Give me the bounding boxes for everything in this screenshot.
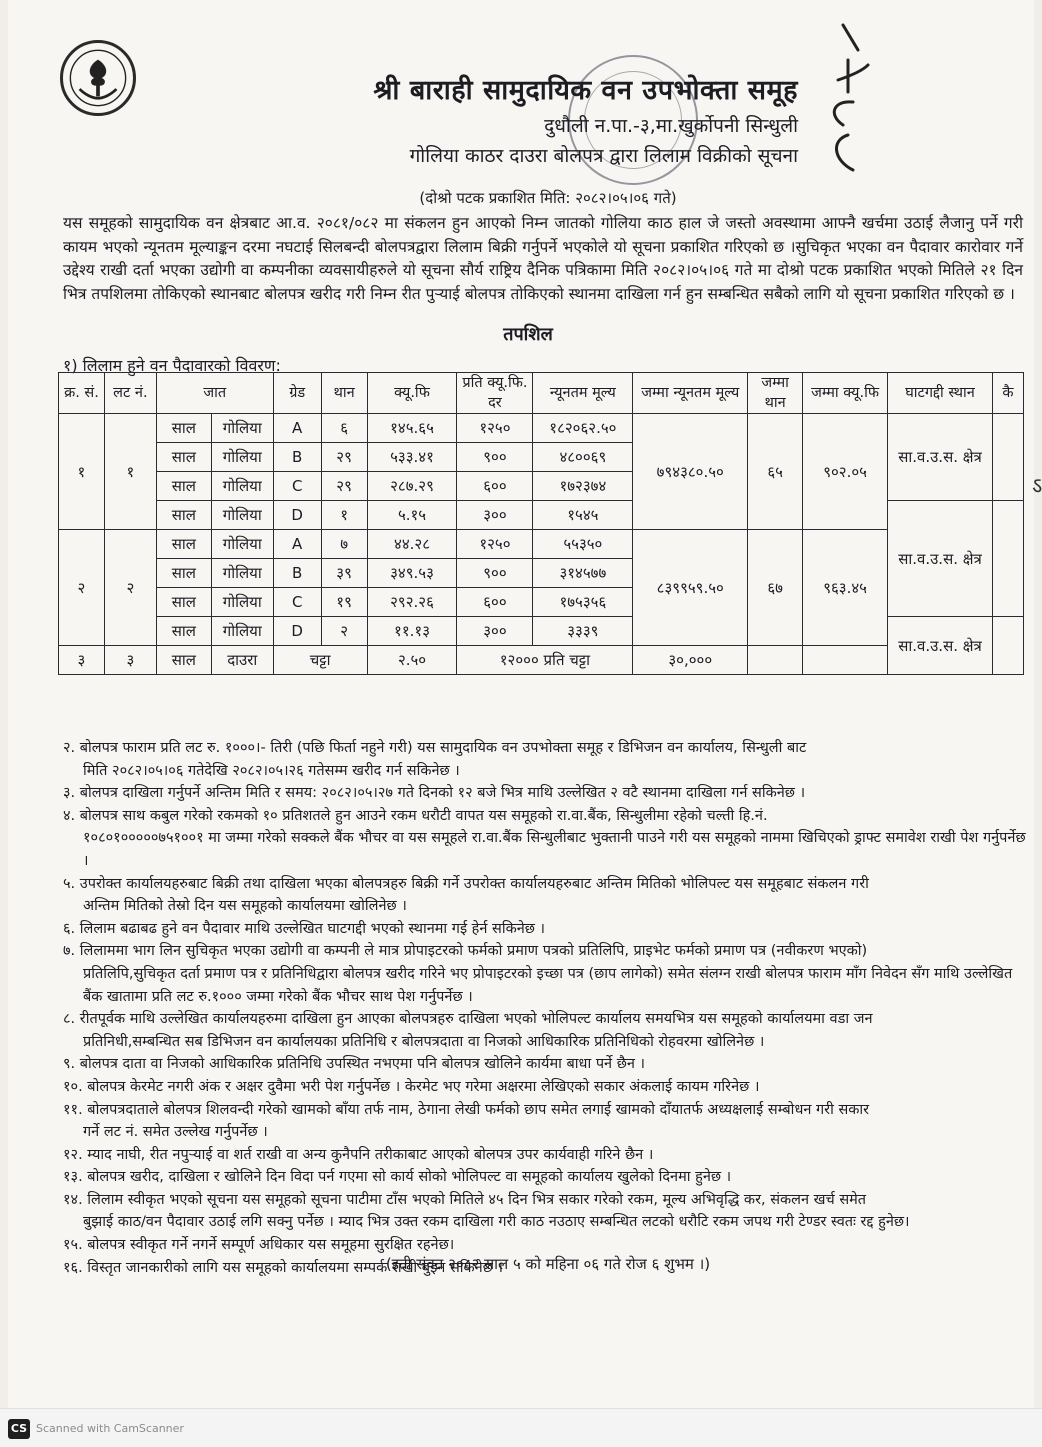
cell-species: साल: [156, 617, 211, 646]
cell-min: १७५३५६: [533, 588, 633, 617]
cell-min: ४८००६९: [533, 443, 633, 472]
cell-pieces: ३९: [321, 559, 367, 588]
cell-lot: २: [104, 530, 156, 646]
list-item: ९. बोलपत्र दाता वा निजको आधिकारिक प्रतिनिधि उपस्थित नभएमा पनि बोलपत्र खोलिने कार्यमा बाधा पर्ने छैन ।: [63, 1056, 646, 1073]
cell-species: साल: [156, 646, 211, 675]
col-total-cft: जम्मा क्यू.फि: [803, 373, 888, 414]
terms-list: [63, 737, 1028, 1279]
cell-type: गोलिया: [211, 559, 273, 588]
cell-type: गोलिया: [211, 472, 273, 501]
page-title: श्री बाराही सामुदायिक वन उपभोक्ता समूह: [373, 75, 798, 106]
cell-type: गोलिया: [211, 443, 273, 472]
cell-depot: सा.व.उ.स. क्षेत्र: [888, 617, 993, 675]
list-item-continuation: बुझाई काठ/वन पैदावार उठाई लगि सक्नु पर्नेछ । म्याद भित्र उक्त रकम दाखिला गरी काठ नउठाए सम्बन्धित लटको धरौटि रकम जपथ गरी टेण्डर स्वतः रद्द हुनेछ।: [83, 1214, 910, 1231]
cell-grade: A: [273, 414, 321, 443]
cell-total-pieces: ६७: [748, 530, 803, 646]
list-item: ८. रीतपूर्वक माथि उल्लेखित कार्यालयहरुमा दाखिला हुन आएका बोलपत्रहरु दाखिला भएको भोलिपल्ट कार्यालय समयभित्र यस समूहको कार्यालयमा वडा जन: [63, 1011, 873, 1028]
cell-grade: D: [273, 501, 321, 530]
list-item-continuation: गर्ने लट नं. समेत उल्लेख गर्नुपर्नेछ ।: [83, 1124, 268, 1141]
cell-sn: २: [59, 530, 105, 646]
cell-depot: सा.व.उ.स. क्षेत्र: [888, 501, 993, 617]
cell-species: साल: [156, 559, 211, 588]
cell-grade: B: [273, 559, 321, 588]
cell-cft: ४४.२८: [367, 530, 457, 559]
cell-depot: सा.व.उ.स. क्षेत्र: [888, 414, 993, 501]
cell-grade: D: [273, 617, 321, 646]
list-item: ४. बोलपत्र साथ कबुल गरेको रकमको १० प्रतिशतले हुन आउने रकम धरौटी वापत यस समूहको रा.वा.बैंक, सिन्धुलीमा रहेको चल्ती हि.नं.: [63, 807, 768, 824]
cell-total-min: ८३९९५९.५०: [633, 530, 748, 646]
cell-cft: २८७.२९: [367, 472, 457, 501]
cell-min: ३३३९: [533, 617, 633, 646]
address-line: दुधौली न.पा.-३,मा.खुर्कोपनी सिन्धुली: [544, 115, 798, 137]
cell-min: ५५३५०: [533, 530, 633, 559]
cell-lot: १: [104, 414, 156, 530]
col-sn: क्र. सं.: [59, 373, 105, 414]
cell-unit: चट्टा: [273, 646, 367, 675]
details-heading: तपशिल: [503, 324, 553, 345]
cell-type: गोलिया: [211, 617, 273, 646]
col-species: जात: [156, 373, 273, 414]
col-grade: ग्रेड: [273, 373, 321, 414]
cell-species: साल: [156, 530, 211, 559]
list-item-continuation: प्रतिनिधी,सम्बन्धित सब डिभिजन वन कार्यालयका प्रतिनिधि र बोलपत्रदाता वा निजको आधिकारिक प्रतिनिधिको रोहवरमा खोलिनेछ ।: [83, 1033, 765, 1050]
cell-rate: ६००: [457, 472, 533, 501]
cell-grade: C: [273, 472, 321, 501]
cell-cft: ५.१५: [367, 501, 457, 530]
scanner-watermark-text: Scanned with CamScanner: [36, 1422, 184, 1435]
list-item: १४. लिलाम स्वीकृत भएको सूचना यस समूहको सूचना पाटीमा टाँस भएको मितिले ४५ दिन भित्र सकार गरेको रकम, मूल्य अभिवृद्धि कर, संकलन खर्च समेत: [63, 1191, 867, 1208]
closing-line: (इती संवत २०८२ साल ५ को महिना ०६ गते रोज ६ शुभम ।): [385, 1255, 711, 1273]
table-row: [59, 414, 1024, 443]
handwritten-signature-icon: [813, 20, 883, 180]
cell-min: १५४५: [533, 501, 633, 530]
notice-subject: गोलिया काठर दाउरा बोलपत्र द्वारा लिलाम विक्रीको सूचना: [409, 145, 798, 167]
cell-type: गोलिया: [211, 588, 273, 617]
cell-total-min: ३०,०००: [633, 646, 748, 675]
col-remarks: कै: [992, 373, 1023, 414]
cell-min: ३१४५७७: [533, 559, 633, 588]
list-item: १३. बोलपत्र खरीद, दाखिला र खोलिने दिन विदा पर्न गएमा सो कार्य सोको भोलिपल्ट वा समूहको कार्यालय खुलेको दिनमा हुनेछ ।: [63, 1169, 732, 1186]
cell-total-pieces: ६५: [748, 414, 803, 530]
col-min-price: न्यूनतम मूल्य: [533, 373, 633, 414]
cell-cft: १४५.६५: [367, 414, 457, 443]
table-row: [59, 646, 1024, 675]
cell-rate: १२००० प्रति चट्टा: [457, 646, 633, 675]
col-depot: घाटगद्दी स्थान: [888, 373, 993, 414]
list-item: ७. लिलाममा भाग लिन सुचिकृत भएका उद्योगी वा कम्पनी ले मात्र प्रोपाइटरको फर्मको प्रमाण पत्रको प्रतिलिपि, प्राइभेट फर्मको प्रमाण पत्र (नवीकरण भएको): [63, 943, 868, 960]
col-total-pieces: जम्मा थान: [748, 373, 803, 414]
cell-grade: C: [273, 588, 321, 617]
cell-pieces: १: [321, 501, 367, 530]
list-item: २. बोलपत्र फाराम प्रति लट रु. १०००।- तिरी (पछि फिर्ता नहुने गरी) यस सामुदायिक वन उपभोक्ता समूह र डिभिजन वन कार्यालय, सिन्धुली बाट: [63, 740, 807, 756]
col-total-min: जम्मा न्यूनतम मूल्य: [633, 373, 748, 414]
col-cft: क्यू.फि: [367, 373, 457, 414]
list-item: ११. बोलपत्रदाताले बोलपत्र शिलवन्दी गरेको खामको बाँया तर्फ नाम, ठेगाना लेखी फर्मको छाप समेत लगाई खामको दाँयातर्फ अध्यक्षलाई सम्बोधन गरी सकार: [63, 1101, 870, 1118]
list-item: ३. बोलपत्र दाखिला गर्नुपर्ने अन्तिम मिति र समय: २०८२।०५।२७ गते दिनको १२ बजे भित्र माथि उल्लेखित २ वटै स्थानमा दाखिला गर्न सकिनेछ ।: [63, 785, 806, 802]
cell-species: साल: [156, 472, 211, 501]
cell-rate: ३००: [457, 501, 533, 530]
cell-cft: ३४९.५३: [367, 559, 457, 588]
col-rate: प्रति क्यू.फि. दर: [457, 373, 533, 414]
cell-rate: १२५०: [457, 414, 533, 443]
cell-grade: B: [273, 443, 321, 472]
cell-cft: ५३३.४१: [367, 443, 457, 472]
cell-rate: ३००: [457, 617, 533, 646]
list-item-continuation: मिति २०८२।०५।०६ गतेदेखि २०८२।०५।२६ गतेसम्म खरीद गर्न सकिनेछ ।: [83, 762, 460, 779]
table-row: [59, 530, 1024, 559]
cell-grade: A: [273, 530, 321, 559]
cell-total-pieces: [748, 646, 803, 675]
list-item-continuation: अन्तिम मितिको तेस्रो दिन यस समूहको कार्यालयमा खोलिनेछ ।: [83, 898, 407, 915]
cell-rate: १२५०: [457, 530, 533, 559]
list-item: १६. विस्तृत जानकारीको लागि यस समूहको कार्यालयमा सम्पर्क राखी बुझ्न सकिनेछ ।: [63, 1259, 503, 1276]
cell-total-cft: ९०२.०५: [803, 414, 888, 530]
cell-species: साल: [156, 414, 211, 443]
camscanner-logo-icon: CS: [8, 1419, 30, 1439]
cell-total-min: ७९४३८०.५०: [633, 414, 748, 530]
cell-cft: २.५०: [367, 646, 457, 675]
cell-min: १८२०६२.५०: [533, 414, 633, 443]
cell-total-cft: ९६३.४५: [803, 530, 888, 646]
edge-mark: ऽ: [1032, 474, 1042, 499]
col-lot: लट नं.: [104, 373, 156, 414]
intro-paragraph: यस समूहको सामुदायिक वन क्षेत्रबाट आ.व. २०८१/०८२ मा संकलन हुन आएको निम्न जातको गोलिया काठ हाल जे जस्तो अवस्थामा आफ्नै खर्चमा उठाई लैजानु पर्ने गरी कायम भएको न्यूनतम मूल्याङ्कन दरमा नघटाई सिलबन्दी बोलपत्रद्वारा लिलाम बिक्री गर्नुपर्ने भएकोले यो सूचना प्रकाशित गरिएको छ ।सुचिकृत भएका वन पैदावार कारोवार गर्ने उद्देश्य राखी दर्ता भएका उद्योगी वा कम्पनीका व्यवसायीहरुले यो सूचना सौर्य राष्ट्रिय दैनिक पत्रिकामा मिति २०८२।०५।०६ गते मा दोश्रो पटक प्रकाशित भएको मितिले २१ दिन भित्र तपशिलमा तोकिएको स्थानबाट बोलपत्र खरीद गरी निम्न रीत पुऱ्याई बोलपत्र तोकिएको स्थानमा दाखिला गर्न हुन सम्बन्धित सबैको लागि यो सूचना प्रकाशित गरिएको छ ।: [63, 214, 1023, 303]
cell-cft: ११.१३: [367, 617, 457, 646]
cell-cft: २९२.२६: [367, 588, 457, 617]
scanner-footer: [0, 1408, 1042, 1447]
cell-pieces: २९: [321, 443, 367, 472]
cell-sn: १: [59, 414, 105, 530]
notice-paper: [8, 0, 1042, 1408]
cell-total-cft: [803, 646, 888, 675]
cell-lot: ३: [104, 646, 156, 675]
list-item: १५. बोलपत्र स्वीकृत गर्ने नगर्ने सम्पूर्ण अधिकार यस समूहमा सुरक्षित रहनेछ।: [63, 1237, 455, 1254]
cell-rate: ९००: [457, 559, 533, 588]
cell-remarks: [992, 617, 1023, 675]
list-item: ६. लिलाम बढाबढ हुने वन पैदावार माथि उल्लेखित घाटगद्दी भएको स्थानमा गई हेर्न सकिनेछ ।: [63, 920, 546, 937]
cell-pieces: ७: [321, 530, 367, 559]
cell-pieces: ६: [321, 414, 367, 443]
col-pieces: थान: [321, 373, 367, 414]
published-date: (दोश्रो पटक प्रकाशित मिति: २०८२।०५।०६ गते): [419, 189, 677, 207]
cell-rate: ९००: [457, 443, 533, 472]
list-item-continuation: १०८०१०००००७५१००१ मा जम्मा गरेको सक्कले बैंक भौचर वा यस समूहले रा.वा.बैंक सिन्धुलीबाट भुक्तानी पाउने गरी यस समूहको नाममा खिचिएको ड्राफ्ट समावेश राखी पेश गर्नुपर्नेछ ।: [83, 830, 1026, 869]
list-item-continuation: प्रतिलिपि,सुचिकृत दर्ता प्रमाण पत्र र प्रतिनिधिद्वारा बोलपत्र खरीद गरिने भए प्रोपाइटरको इच्छा पत्र (छाप लागेको) समेत संलग्न राखी बोलपत्र फाराम माँग निवेदन सँग माथि उल्लेखित बैंक खातामा प्रति लट रु.१००० जम्मा गरेको बैंक भौचर साथ पेश गर्नुपर्नेछ ।: [83, 965, 1013, 1005]
cell-remarks: [992, 414, 1023, 501]
section-heading: १) लिलाम हुने वन पैदावारको विवरण:: [63, 356, 281, 375]
list-item: १२. म्याद नाघी, रीत नपुऱ्याई वा शर्त राखी वा अन्य कुनैपनि तरीकाबाट आएको बोलपत्र उपर कार्यवाही गरिने छैन ।: [63, 1146, 654, 1163]
cell-type: गोलिया: [211, 530, 273, 559]
cell-species: साल: [156, 443, 211, 472]
cell-sn: ३: [59, 646, 105, 675]
cell-pieces: १९: [321, 588, 367, 617]
cell-type: गोलिया: [211, 414, 273, 443]
cell-min: १७२३७४: [533, 472, 633, 501]
cell-species: साल: [156, 501, 211, 530]
cell-pieces: २९: [321, 472, 367, 501]
cell-remarks: [992, 501, 1023, 617]
tree-in-hands-logo-icon: [60, 40, 136, 116]
cell-rate: ६००: [457, 588, 533, 617]
list-item: ५. उपरोक्त कार्यालयहरुबाट बिक्री तथा दाखिला भएका बोलपत्रहरु बिक्री गर्ने उपरोक्त कार्यालयहरुबाट अन्तिम मितिको भोलिपल्ट यस समूहबाट संकलन गरी: [63, 875, 869, 892]
cell-type: दाउरा: [211, 646, 273, 675]
list-item: १०. बोलपत्र केरमेट नगरी अंक र अक्षर दुवैमा भरी पेश गर्नुपर्नेछ । केरमेट भए गरेमा अक्षरमा लेखिएको सकार अंकलाई कायम गरिनेछ ।: [63, 1078, 760, 1095]
cell-type: गोलिया: [211, 501, 273, 530]
cell-pieces: २: [321, 617, 367, 646]
cell-species: साल: [156, 588, 211, 617]
lot-details-table: [58, 372, 1024, 675]
